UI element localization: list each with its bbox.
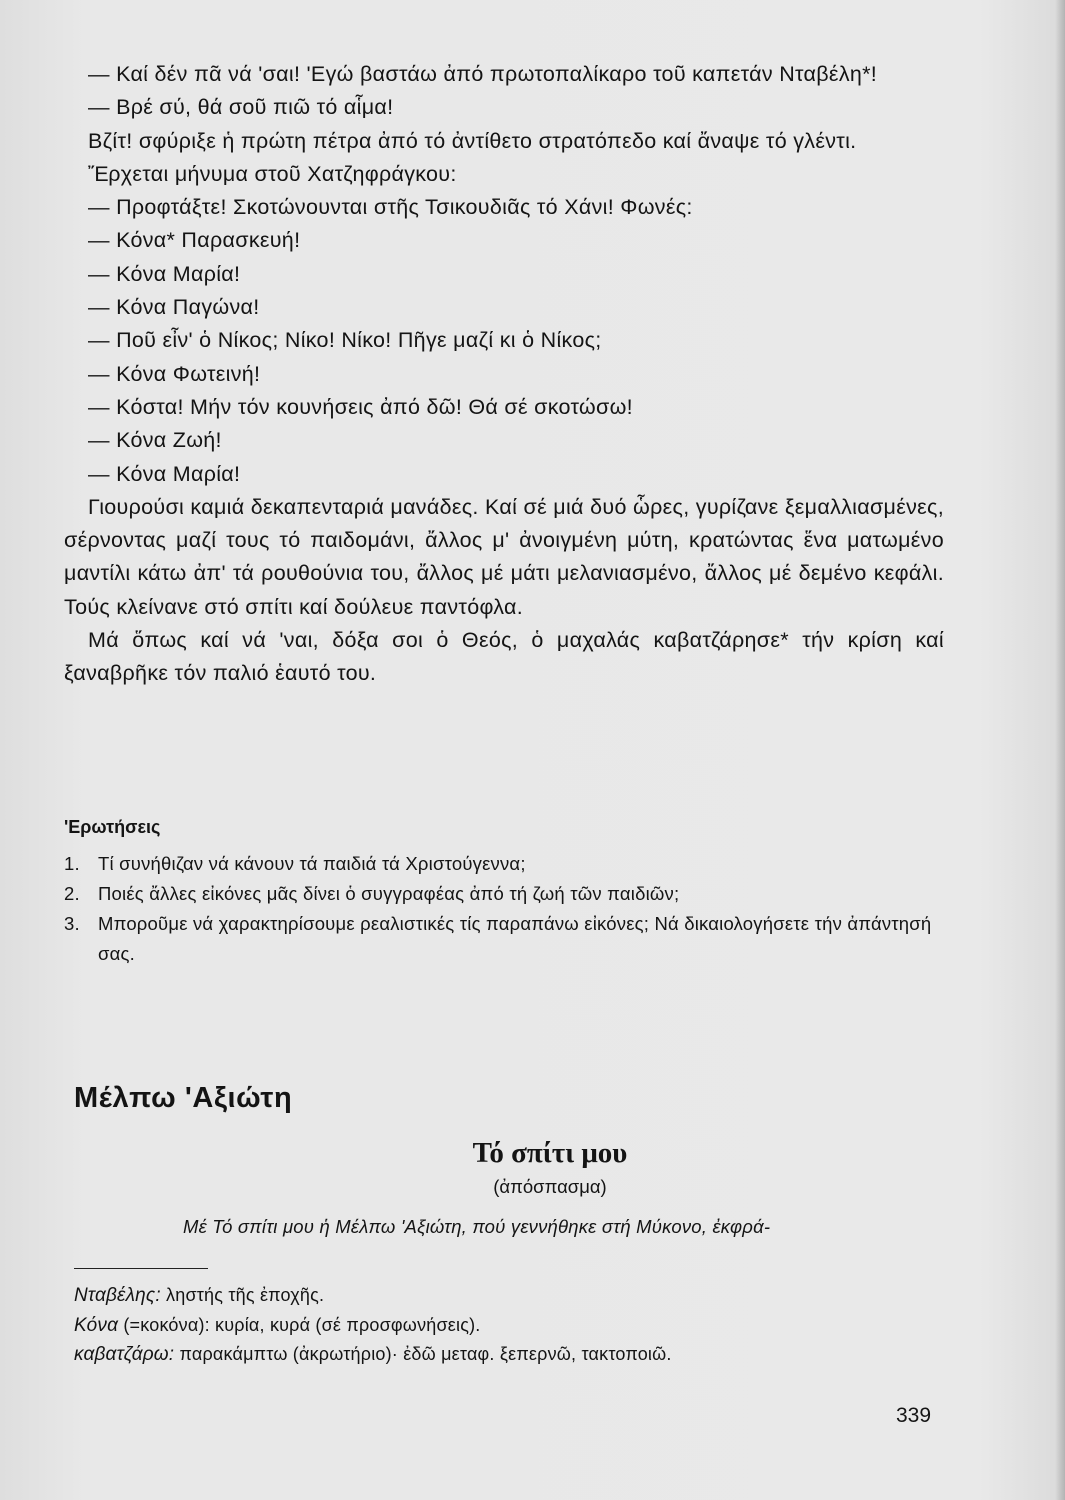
footnote-divider [74, 1268, 208, 1269]
dialogue-line: — Κόνα Ζωή! [88, 428, 222, 453]
footnote [74, 1340, 954, 1370]
paragraph: Βζίτ! σφύριξε ἡ πρώτη πέτρα ἀπό τό ἀντίθετο στρατόπεδο καί ἄναψε τό γλέντι. [88, 128, 857, 153]
question-number: 3. [64, 913, 80, 934]
story-text [64, 58, 944, 691]
paragraph: Μά ὅπως καί νά 'ναι, δόξα σοι ὁ Θεός, ὁ μαχαλάς καβατζάρησε* τήν κρίση καί ξαναβρῆκε τόν παλιό ἑαυτό του. [64, 628, 944, 686]
footnote-definition: παρακάμπτω (ἀκρωτήριο)· ἐδῶ μεταφ. ξεπερνῶ, τακτοποιῶ. [179, 1344, 672, 1364]
questions-section [64, 815, 944, 969]
dialogue-line: — Κόστα! Μήν τόν κουνήσεις ἀπό δῶ! Θά σέ σκοτώσω! [88, 394, 633, 419]
question-number: 2. [64, 883, 80, 904]
paragraph: Γιουρούσι καμιά δεκαπενταριά μανάδες. Καί σέ μιά δυό ὧρες, γυρίζανε ξεμαλλιασμένες, σέρνοντας μαζί τους τό παιδομάνι, ἄλλος μ' ἀνοιγμένη μύτη, κρατώντας ἕνα ματωμένο μαντίλι κάτω ἀπ' τά ρουθούνια του, ἄλλος μέ μάτι μελανιασμένο, ἄλλος μέ δεμένο κεφάλι. Τούς κλείνανε στό σπίτι καί δούλευε παντόφλα. [64, 494, 944, 619]
dialogue-line: — Κόνα* Παρασκευή! [88, 228, 301, 253]
dialogue-line: — Κόνα Παγώνα! [88, 295, 260, 320]
dialogue-line: — Κόνα Μαρία! [88, 461, 241, 486]
question-item [64, 879, 944, 909]
footnote-definition: ληστής τῆς ἐποχῆς. [166, 1285, 325, 1305]
question-item [64, 849, 944, 879]
footnotes [74, 1281, 954, 1370]
footnote-term: καβατζάρω: [74, 1344, 175, 1365]
footnote [74, 1281, 954, 1311]
dialogue-line: — Κόνα Μαρία! [88, 261, 241, 286]
dialogue-line: — Ποῦ εἶν' ὁ Νίκος; Νίκο! Νίκο! Πῆγε μαζί κι ὁ Νίκος; [88, 328, 602, 353]
question-number: 1. [64, 853, 80, 874]
intro-text: Μέ Τό σπίτι μου ἡ Μέλπω 'Αξιώτη, πού γεννήθηκε στή Μύκονο, ἐκφρά- [183, 1216, 771, 1237]
dialogue-line: — Κόνα Φωτεινή! [88, 361, 261, 386]
question-text: Μποροῦμε νά χαρακτηρίσουμε ρεαλιστικές τίς παραπάνω εἰκόνες; Νά δικαιολογήσετε τήν ἀπάντησή σας. [98, 913, 932, 964]
work-title: Τό σπίτι μου [472, 1137, 628, 1169]
author-heading: Μέλπω 'Αξιώτη [74, 1082, 293, 1114]
questions-list [64, 849, 944, 969]
footnote-term: Νταβέλης: [74, 1285, 161, 1306]
dialogue-line: — Καί δέν πᾶ νά 'σαι! 'Εγώ βαστάω ἀπό πρωτοπαλίκαρο τοῦ καπετάν Νταβέλη*! [88, 62, 878, 86]
dialogue-line: — Προφτάξτε! Σκοτώνουνται στῆς Τσικουδιᾶς τό Χάνι! Φωνές: [88, 195, 693, 220]
dialogue-line: — Βρέ σύ, θά σοῦ πιῶ τό αἷμα! [88, 95, 394, 120]
question-item [64, 909, 944, 969]
footnote-term: Κόνα [74, 1314, 119, 1336]
question-text: Τί συνήθιζαν νά κάνουν τά παιδιά τά Χριστούγεννα; [98, 853, 526, 874]
footnote-definition: (=κοκόνα): κυρία, κυρά (σέ προσφωνήσεις). [123, 1314, 481, 1335]
question-text: Ποιές ἄλλες εἰκόνες μᾶς δίνει ὁ συγγραφέας ἀπό τή ζωή τῶν παιδιῶν; [98, 883, 680, 904]
page-edge-shadow [1055, 0, 1065, 1500]
paragraph: Ἔρχεται μήνυμα στοῦ Χατζηφράγκου: [88, 161, 457, 186]
intro-line [183, 1216, 943, 1238]
questions-heading: 'Ερωτήσεις [64, 817, 161, 837]
page-number: 339 [896, 1404, 932, 1427]
work-subtitle: (ἀπόσπασμα) [493, 1176, 607, 1197]
footnote [74, 1311, 954, 1341]
